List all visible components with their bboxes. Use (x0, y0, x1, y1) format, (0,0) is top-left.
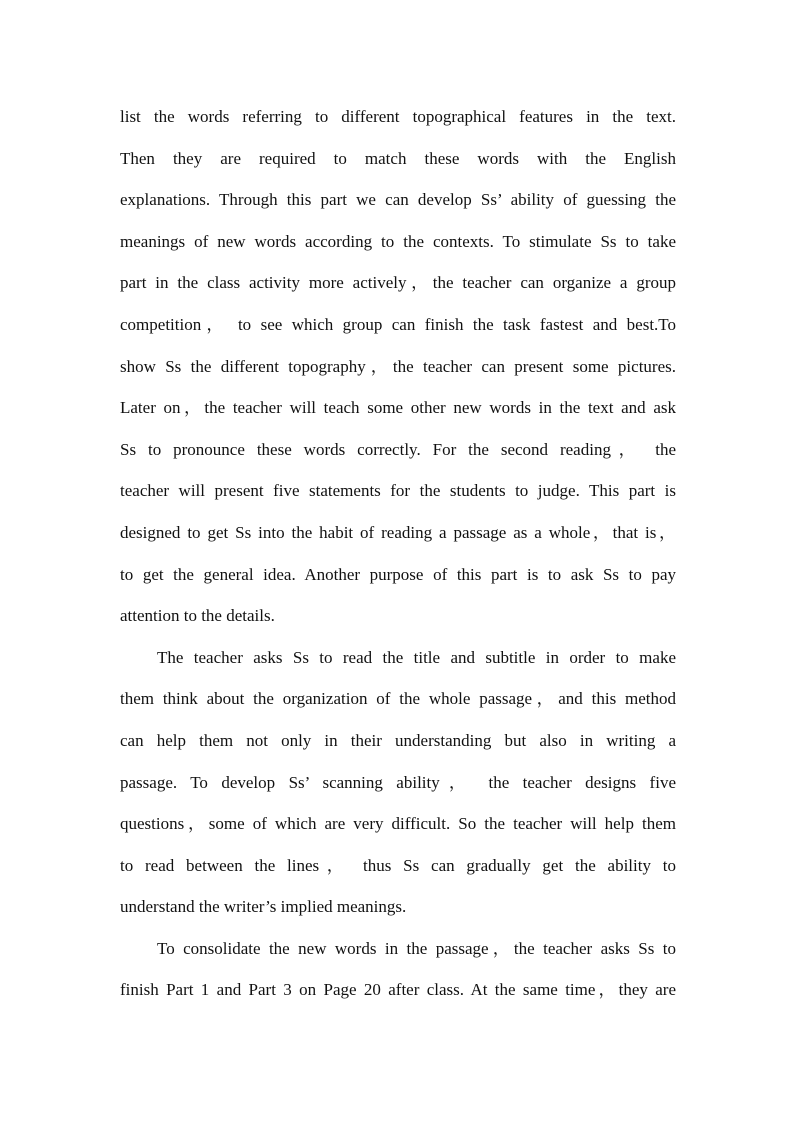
text-line: competition， to see which group can finish the task fastest and best.To (120, 314, 676, 334)
text-line: part in the class activity more actively，the teacher can organize a group (120, 273, 676, 293)
paragraph-2 (120, 637, 676, 928)
text-line: designed to get Ss into the habit of reading a passage as a whole，that is， (120, 522, 676, 542)
text-line: attention to the details. (120, 606, 275, 626)
text-line: to get the general idea. Another purpose of this part is to ask Ss to pay (120, 564, 676, 584)
text-line: understand the writer’s implied meanings. (120, 897, 407, 917)
text-line: Later on，the teacher will teach some other new words in the text and ask (120, 398, 676, 418)
text-line: to read between the lines， thus Ss can gradually get the ability to (120, 855, 676, 875)
text-line: explanations. Through this part we can develop Ss’ ability of guessing the (120, 190, 676, 210)
text-line: To consolidate the new words in the passage，the teacher asks Ss to (157, 938, 676, 958)
text-line: teacher will present five statements for the students to judge. This part is (120, 481, 676, 501)
paragraph-3 (120, 928, 676, 1011)
text-line: questions，some of which are very difficult. So the teacher will help them (120, 814, 676, 834)
text-line: meanings of new words according to the contexts. To stimulate Ss to take (120, 231, 676, 251)
text-line: can help them not only in their understanding but also in writing a (120, 730, 676, 750)
paragraph-1 (120, 96, 676, 637)
text-line: The teacher asks Ss to read the title and subtitle in order to make (157, 647, 676, 667)
text-line: Then they are required to match these words with the English (120, 148, 676, 168)
text-line: list the words referring to different topographical features in the text. (120, 107, 676, 126)
text-line: finish Part 1 and Part 3 on Page 20 after class. At the same time，they are (120, 980, 676, 1000)
body-text (120, 96, 676, 1011)
text-line: show Ss the different topography，the teacher can present some pictures. (120, 356, 676, 376)
text-line: them think about the organization of the whole passage，and this method (120, 689, 676, 709)
text-line: passage. To develop Ss’ scanning ability， the teacher designs five (120, 772, 676, 792)
text-line: Ss to pronounce these words correctly. For the second reading， the (120, 439, 676, 459)
